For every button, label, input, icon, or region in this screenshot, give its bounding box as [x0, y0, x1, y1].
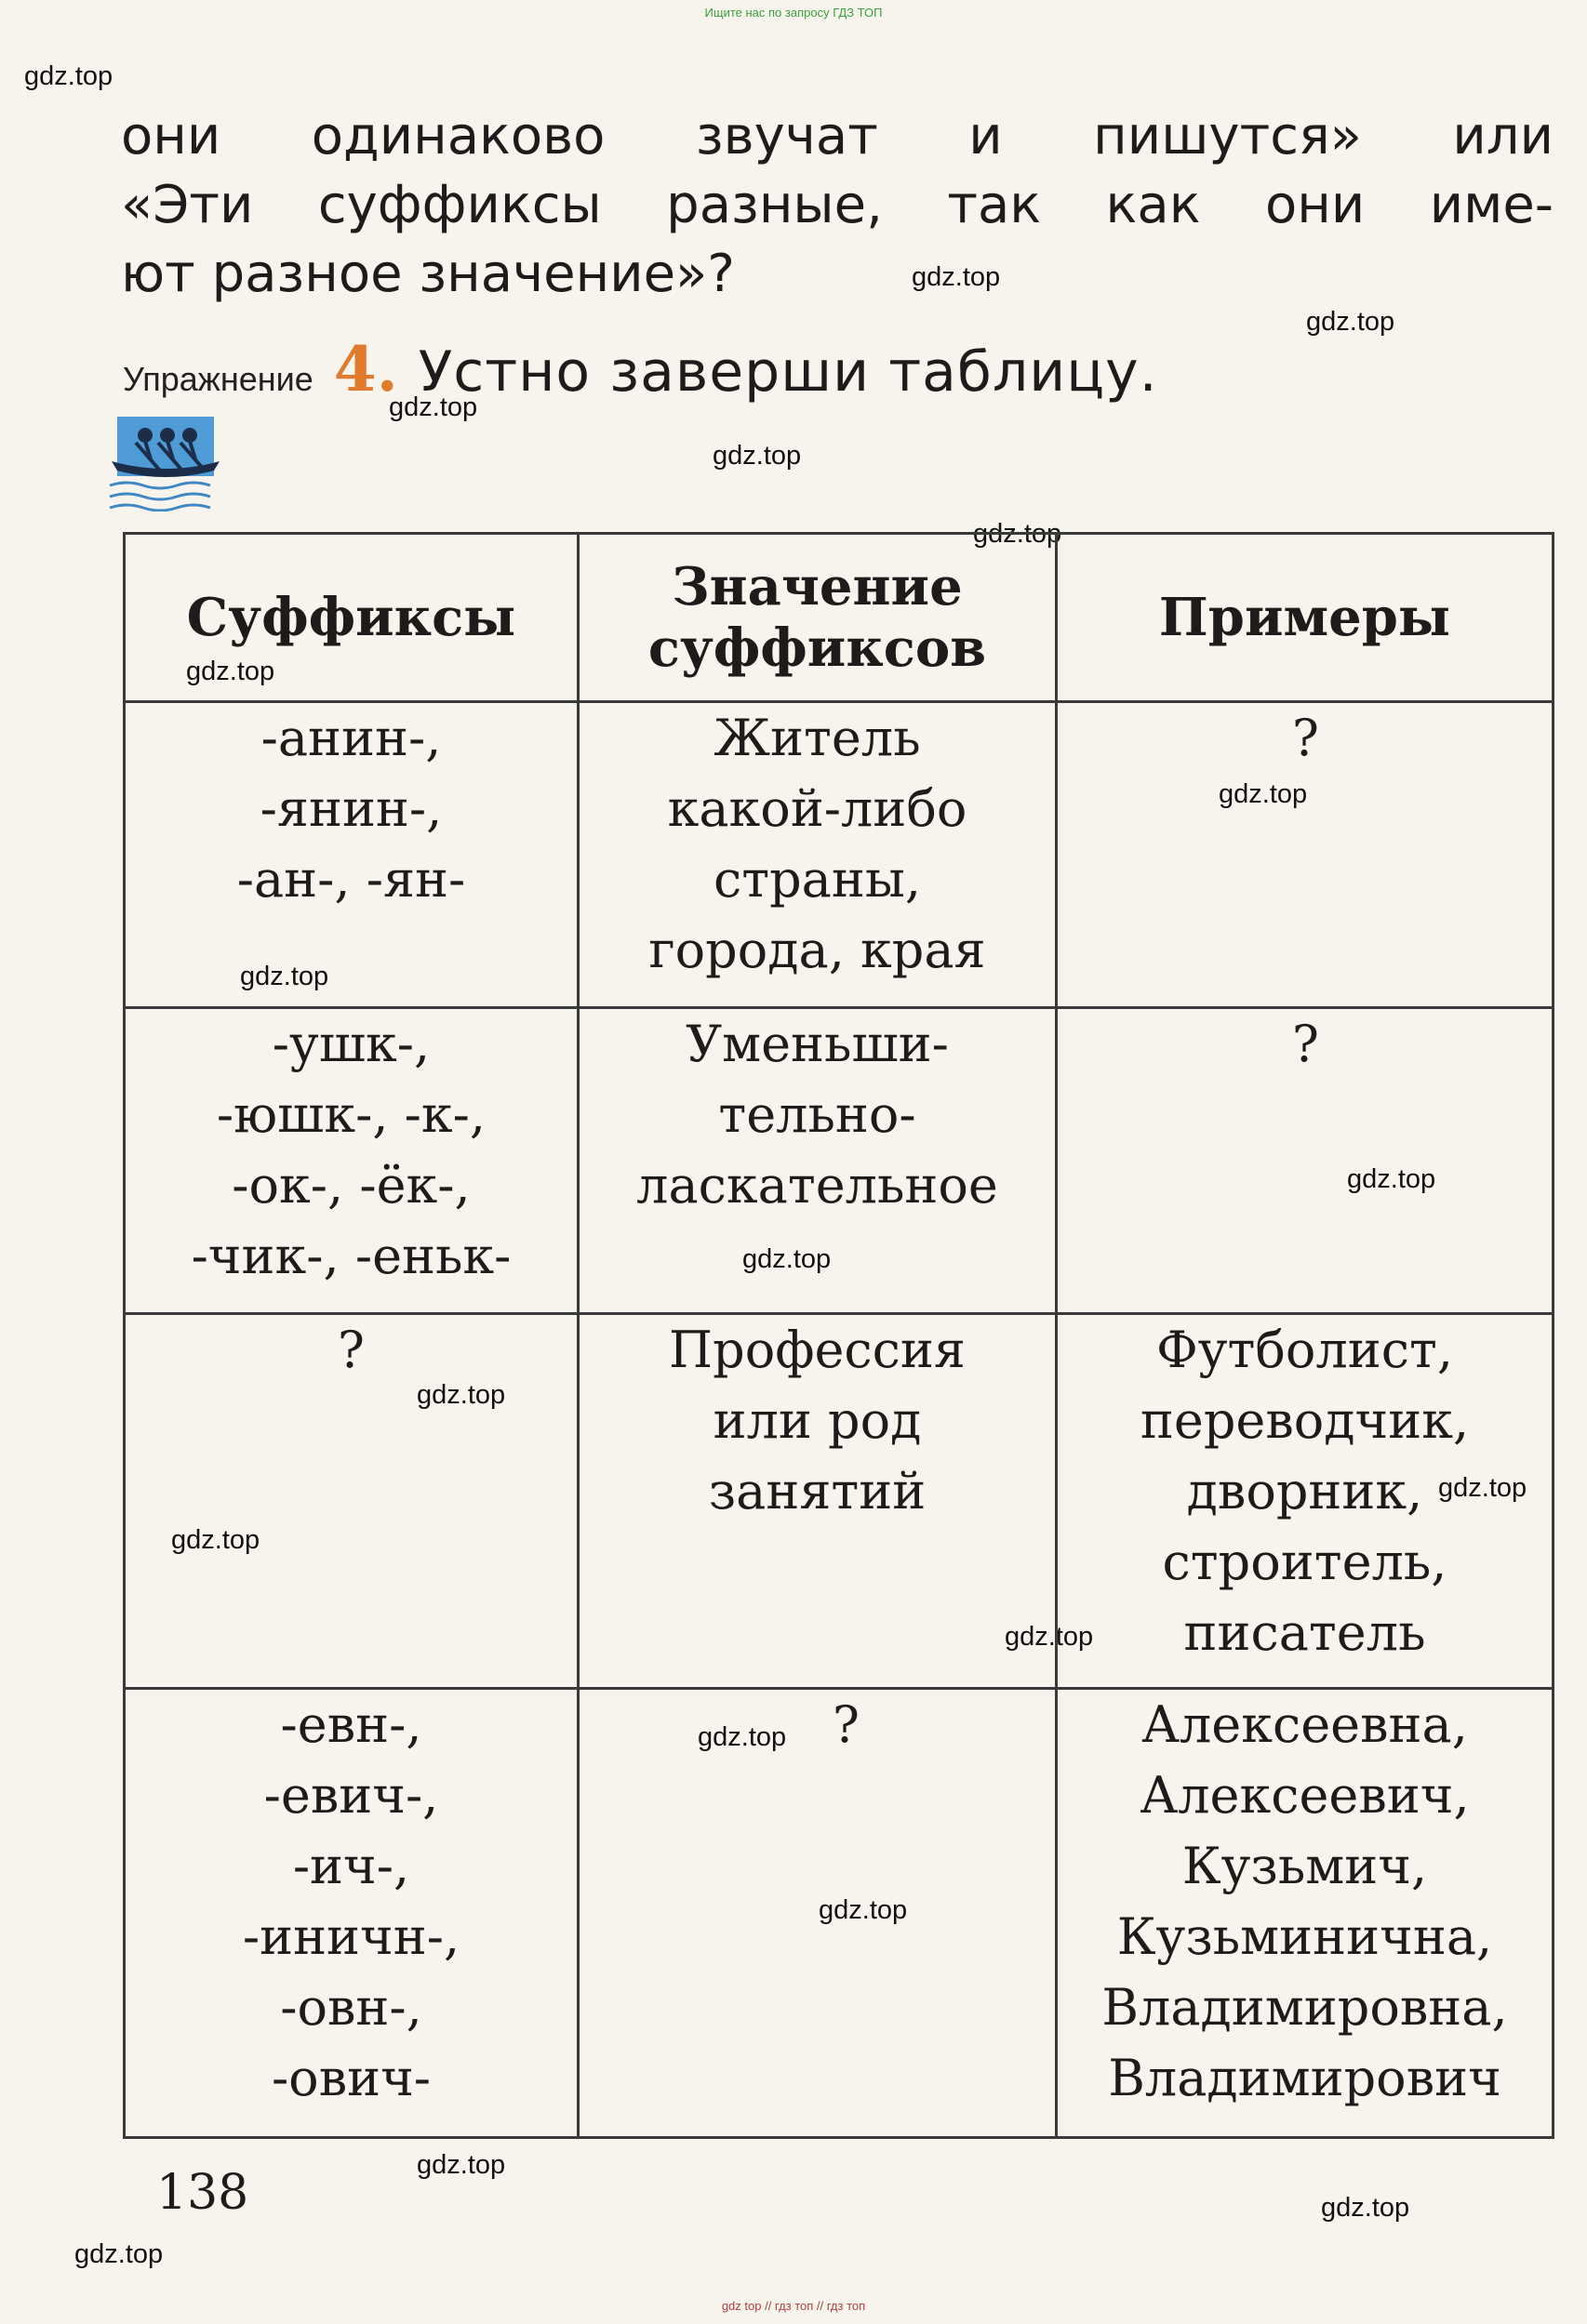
- exercise-heading: [123, 333, 1555, 405]
- suffixes-cell: [125, 702, 579, 1008]
- examples-cell: [1057, 1314, 1554, 1689]
- table-row: [125, 702, 1554, 1008]
- suffix-text: -ушк-,: [272, 1015, 431, 1073]
- intro-line: они одинаково звучат и пишутся» или: [121, 106, 1554, 166]
- suffix-text: -ан-, -ян-: [236, 850, 466, 909]
- meaning-text: города, края: [648, 921, 986, 979]
- watermark: gdz.top: [1347, 1164, 1436, 1194]
- meaning-cell: [579, 1008, 1057, 1314]
- example-text: Алексеевич,: [1140, 1766, 1470, 1825]
- watermark: gdz.top: [1219, 779, 1308, 809]
- example-text: строитель,: [1162, 1533, 1447, 1591]
- examples-cell: [1057, 1008, 1554, 1314]
- meaning-cell: [579, 702, 1057, 1008]
- watermark: gdz.top: [1306, 307, 1395, 337]
- column-header: Суффиксы: [125, 534, 579, 702]
- suffix-text: -ович-: [271, 2049, 432, 2107]
- meaning-text: занятий: [708, 1462, 927, 1521]
- suffix-text: -юшк-, -к-,: [216, 1085, 487, 1144]
- table-row: [125, 1008, 1554, 1314]
- watermark: gdz.top: [171, 1525, 260, 1555]
- meaning-text: какой-либо: [667, 779, 967, 838]
- examples-cell: [1057, 702, 1554, 1008]
- exercise-number: 4.: [333, 333, 398, 405]
- suffix-text: -евич-,: [263, 1766, 439, 1825]
- meaning-cell: [579, 1689, 1057, 2138]
- table-row: [125, 1689, 1554, 2138]
- watermark: gdz.top: [1321, 2193, 1410, 2223]
- watermark: gdz.top: [973, 519, 1062, 549]
- meaning-text: или род: [713, 1391, 922, 1450]
- watermark: gdz.top: [742, 1244, 832, 1274]
- watermark: gdz.top: [417, 2150, 506, 2180]
- question-mark: ?: [1292, 709, 1319, 767]
- meaning-text: ласкательное: [636, 1156, 998, 1215]
- exercise-label: Упражнение: [123, 360, 313, 398]
- examples-cell: [1057, 1689, 1554, 2138]
- rowing-team-icon: [108, 409, 223, 511]
- question-mark: ?: [833, 1695, 860, 1754]
- watermark: gdz.top: [24, 61, 113, 91]
- suffix-text: -иничн-,: [242, 1907, 460, 1966]
- column-header: Значение суффиксов: [579, 534, 1057, 702]
- example-text: писатель: [1183, 1603, 1426, 1662]
- suffix-text: -янин-,: [260, 779, 443, 838]
- suffix-text: -евн-,: [280, 1695, 422, 1754]
- suffixes-cell: [125, 1689, 579, 2138]
- suffix-text: -анин-,: [260, 709, 442, 767]
- watermark: gdz.top: [819, 1895, 908, 1925]
- watermark: gdz.top: [186, 657, 275, 686]
- watermark: gdz.top: [1438, 1473, 1527, 1503]
- suffix-text: -чик-, -еньк-: [191, 1227, 512, 1285]
- suffix-text: -овн-,: [280, 1978, 422, 2037]
- table-header-row: [125, 534, 1554, 702]
- suffixes-cell: [125, 1008, 579, 1314]
- example-text: Футболист,: [1155, 1321, 1454, 1379]
- question-mark: ?: [338, 1321, 365, 1379]
- example-text: Кузьмич,: [1181, 1837, 1428, 1895]
- intro-paragraph: [121, 102, 1554, 309]
- example-text: Кузьминична,: [1116, 1907, 1493, 1966]
- watermark: gdz.top: [389, 392, 478, 422]
- intro-line: ют разное значение»?: [121, 244, 736, 304]
- example-text: переводчик,: [1140, 1391, 1470, 1450]
- watermark: gdz.top: [417, 1380, 506, 1410]
- meaning-text: Профессия: [669, 1321, 966, 1379]
- column-header: Примеры: [1057, 534, 1554, 702]
- suffix-table: [123, 532, 1554, 2139]
- intro-line: «Эти суффиксы разные, так как они име-: [121, 175, 1554, 235]
- bottom-banner: gdz top // гдз топ // гдз топ: [721, 2299, 866, 2313]
- example-text: Алексеевна,: [1141, 1695, 1468, 1754]
- meaning-cell: [579, 1314, 1057, 1689]
- page-number: 138: [156, 2165, 249, 2221]
- meaning-text: страны,: [713, 850, 921, 909]
- example-text: Владимировна,: [1101, 1978, 1508, 2037]
- meaning-text: Уменьши-: [686, 1015, 949, 1073]
- watermark: gdz.top: [74, 2239, 164, 2269]
- example-text: Владимирович: [1108, 2049, 1501, 2107]
- example-text: дворник,: [1186, 1462, 1423, 1521]
- watermark: gdz.top: [1005, 1622, 1094, 1652]
- watermark: gdz.top: [698, 1722, 787, 1752]
- exercise-instruction: Устно заверши таблицу.: [418, 339, 1158, 405]
- meaning-text: тельно-: [718, 1085, 916, 1144]
- watermark: gdz.top: [713, 441, 802, 471]
- top-banner: Ищите нас по запросу ГДЗ ТОП: [704, 6, 883, 20]
- suffix-text: -ич-,: [292, 1837, 410, 1895]
- meaning-text: Житель: [713, 709, 921, 767]
- question-mark: ?: [1292, 1015, 1319, 1073]
- watermark: gdz.top: [912, 262, 1001, 292]
- watermark: gdz.top: [240, 962, 329, 991]
- suffixes-cell: [125, 1314, 579, 1689]
- suffix-text: -ок-, -ёк-,: [232, 1156, 471, 1215]
- table-row: [125, 1314, 1554, 1689]
